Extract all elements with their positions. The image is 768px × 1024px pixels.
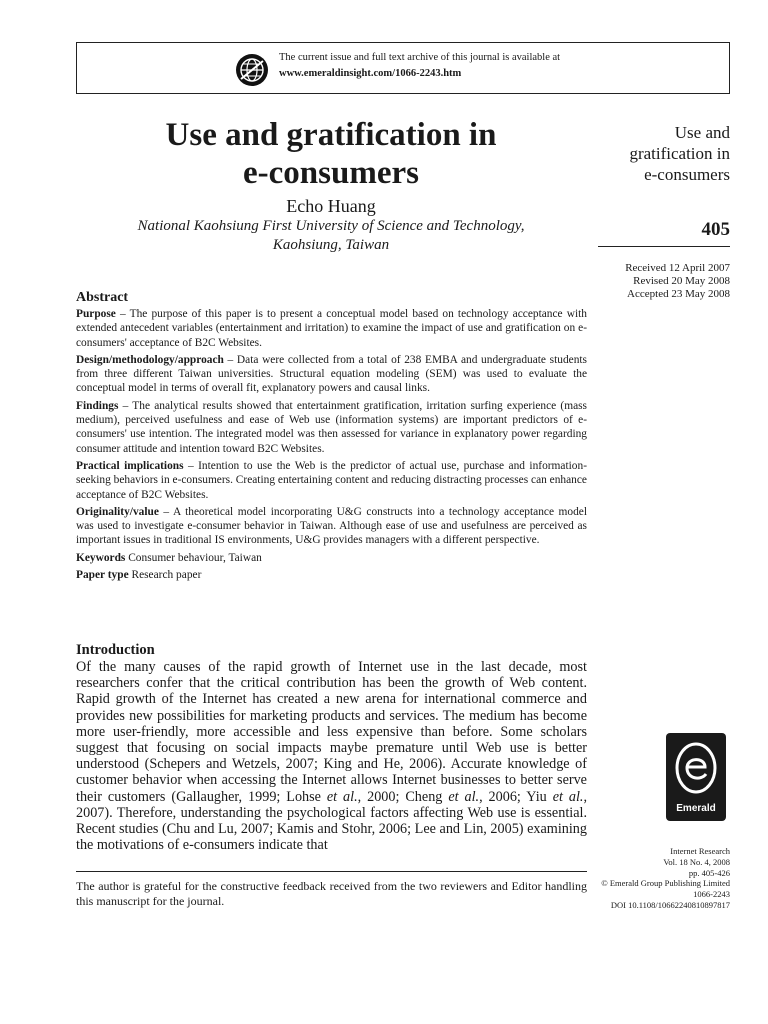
- abstract-purpose: [76, 307, 587, 350]
- purpose-text: – The purpose of this paper is to present a conceptual model based on technology acceptance with extended antecedent variables (entertainment and irritation) to examine the impact of use and gratification on e-consumers' acceptance of B2C Websites.: [76, 308, 587, 349]
- abstract-findings: [76, 399, 587, 456]
- intro-etal-3: et al.: [552, 788, 584, 805]
- abstract-paper-type: [76, 568, 587, 582]
- design-text: – Data were collected from a total of 238 EMBA and undergraduate students from three different Taiwan universities. Structural equation modeling (SEM) was used to evaluate the conceptual model in terms of overall fit, explanatory powers and causal links.: [76, 353, 587, 395]
- footnote-divider: [76, 871, 587, 872]
- author-affiliation: [76, 217, 586, 255]
- journal-banner: [76, 42, 730, 94]
- journal-name: Internet Research: [670, 846, 730, 856]
- running-head: [550, 122, 730, 185]
- abstract-practical: [76, 459, 587, 502]
- intro-text-4: , 2007). Therefore, understanding the psychological factors affecting Web use is essential. Recent studies (Chu and Lu, 2007; Kamis and Stohr, 2006; Lee and Lin, 2005) examining the motivations of e-consumers indicate that: [76, 788, 587, 854]
- accepted-date: Accepted 23 May 2008: [627, 288, 730, 300]
- design-label: Design/methodology/approach: [76, 353, 224, 366]
- journal-pages: pp. 405-426: [688, 867, 730, 878]
- keywords-text: Consumer behaviour, Taiwan: [125, 551, 262, 564]
- practical-text: – Intention to use the Web is the predictor of actual use, purchase and information-seeking behaviors in e-consumers. Creating entertaining content and reducing distracting processes can enhance acceptance of B2C Websites.: [76, 459, 587, 501]
- abstract-body: [76, 307, 587, 585]
- purpose-label: Purpose: [76, 308, 116, 320]
- findings-text: – The analytical results showed that entertainment gratification, irritation surfing experience (mass medium), perceived usefulness and ease of Web use (information systems) are important predictors of e-consumers' use intention. The integrated model was then assessed for variance in explanatory power regarding consumer attitude and intention toward B2C Websites.: [76, 399, 587, 455]
- emerald-logo: [666, 733, 726, 821]
- intro-etal-2: et al.: [448, 788, 480, 805]
- paper-title-line-2: e-consumers: [243, 155, 419, 191]
- revised-date: Revised 20 May 2008: [633, 275, 730, 287]
- received-date: Received 12 April 2007: [625, 262, 730, 274]
- introduction-paragraph: [76, 659, 587, 853]
- journal-doi: DOI 10.1108/10662240810897817: [610, 899, 730, 910]
- originality-label: Originality/value: [76, 505, 159, 518]
- paper-title: [76, 116, 586, 192]
- emerald-logo-mark: [674, 741, 718, 795]
- affiliation-line-2: Kaohsiung, Taiwan: [272, 237, 390, 253]
- acknowledgement-footnote: The author is grateful for the constructive feedback received from the two reviewers and Editor handling this manuscript for the journal.: [76, 879, 587, 908]
- running-head-line-2: gratification in: [629, 144, 730, 163]
- paper-title-line-1: Use and gratification in: [165, 117, 497, 153]
- abstract-heading: Abstract: [76, 290, 129, 305]
- paper-type-label: Paper type: [76, 569, 129, 582]
- practical-label: Practical implications: [76, 459, 184, 472]
- keywords-label: Keywords: [76, 551, 126, 564]
- abstract-design: [76, 353, 587, 396]
- paper-type-text: Research paper: [128, 569, 202, 582]
- intro-text-3: , 2006; Yiu: [479, 788, 553, 805]
- originality-text: – A theoretical model incorporating U&G constructs into a technology acceptance model was used to investigate e-consumer behavior in Taiwan. Although ease of use and usefulness are perceived as important issues in traditional IS environments, U&G provides managers with a different perspective.: [76, 505, 587, 547]
- journal-issn: 1066-2243: [693, 889, 730, 900]
- journal-copyright: © Emerald Group Publishing Limited: [601, 878, 730, 889]
- intro-text-2: , 2000; Cheng: [357, 788, 449, 805]
- intro-text-1: Of the many causes of the rapid growth of Internet use in the last decade, most researchers confer that the critical contribution has been the growth of Web content. Rapid growth of the Internet has created a new arena for international commerce and provides new possibilities for marketing products and services. The medium has become more user-friendly, more accessible and less expensive than before. Some scholars suggest that focusing on social impacts maybe premature until Web use is better understood (Schepers and Wetzels, 2007; King and He, 2006). Accurate knowledge of customer behavior when accessing the Internet allows Internet businesses to better serve their customers (Gallaugher, 1999; Lohse: [76, 659, 587, 805]
- sidebar-divider: [598, 246, 730, 247]
- journal-info: [560, 846, 730, 911]
- globe-icon: [235, 53, 269, 87]
- introduction-heading: Introduction: [76, 642, 155, 658]
- journal-volume: Vol. 18 No. 4, 2008: [663, 856, 730, 867]
- emerald-logo-text: Emerald: [676, 803, 716, 814]
- banner-url-link[interactable]: www.emeraldinsight.com/1066-2243.htm: [279, 68, 462, 79]
- submission-dates: [570, 262, 730, 301]
- author-name: Echo Huang: [286, 196, 376, 216]
- page-number: 405: [701, 219, 730, 240]
- banner-availability-text: The current issue and full text archive of this journal is available at: [279, 52, 561, 63]
- abstract-keywords: [76, 551, 587, 565]
- running-head-line-1: Use and: [674, 123, 730, 142]
- abstract-originality: [76, 505, 587, 548]
- intro-etal-1: et al.: [326, 788, 358, 805]
- findings-label: Findings: [76, 399, 119, 412]
- affiliation-line-1: National Kaohsiung First University of Science and Technology,: [137, 218, 525, 234]
- running-head-line-3: e-consumers: [644, 165, 730, 184]
